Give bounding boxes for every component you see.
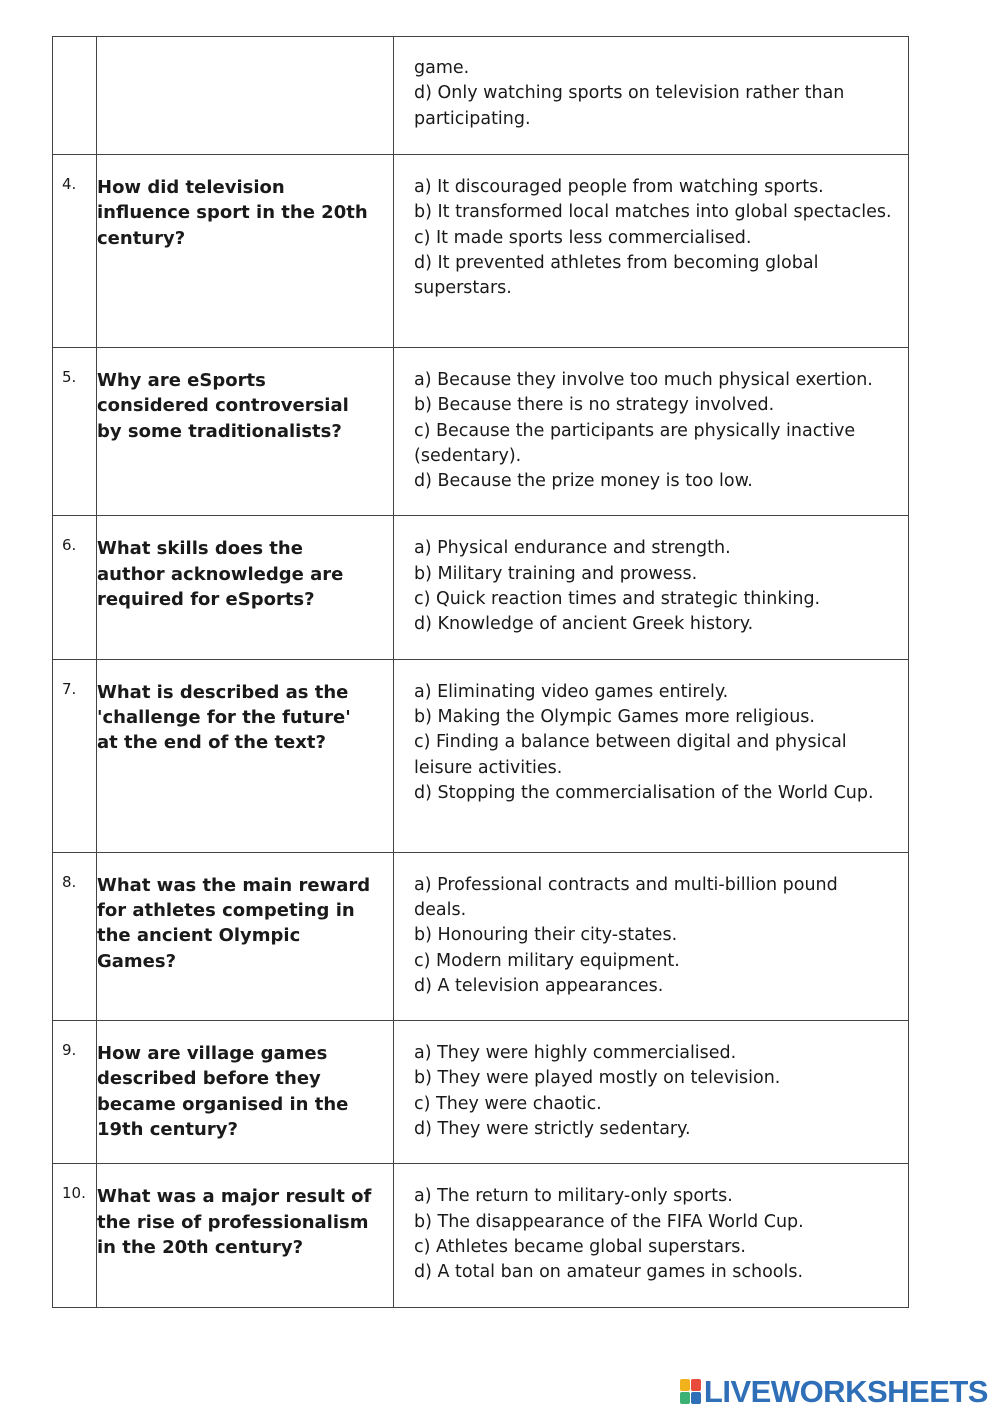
quiz-table-body: [53, 37, 909, 1308]
question-number: 9.: [53, 1021, 97, 1164]
answer-options: [394, 37, 909, 155]
answer-options: [394, 852, 909, 1020]
answer-options: [394, 659, 909, 852]
answer-options: [394, 155, 909, 348]
answer-option: a) Because they involve too much physical exertion.: [414, 370, 873, 390]
liveworksheets-logo-icon: [680, 1379, 701, 1405]
liveworksheets-branding: [680, 1374, 988, 1410]
answer-option: b) The disappearance of the FIFA World Cup.: [414, 1211, 804, 1232]
question-row: [53, 516, 909, 659]
question-text: What was the main reward for athletes competing in the ancient Olympic Games?: [97, 852, 394, 1020]
question-number: 7.: [53, 659, 97, 852]
liveworksheets-wordmark: LIVEWORKSHEETS: [703, 1374, 988, 1409]
logo-square-blue: [691, 1392, 701, 1404]
answer-option: a) They were highly commercialised.: [414, 1043, 737, 1064]
logo-square-green: [680, 1392, 690, 1404]
question-text: What skills does the author acknowledge are required for eSports?: [97, 516, 394, 659]
question-number: [53, 37, 97, 155]
answer-option: d) A total ban on amateur games in schools.: [414, 1262, 804, 1283]
answer-option: d) They were strictly sedentary.: [414, 1119, 691, 1140]
answer-option: d) Because the prize money is too low.: [414, 471, 753, 492]
question-row: [53, 37, 909, 155]
answer-option: c) Because the participants are physically inactive (sedentary).: [414, 420, 856, 466]
question-row: [53, 852, 909, 1020]
question-text: How did television influence sport in the 20th century?: [97, 155, 394, 348]
answer-option: b) Because there is no strategy involved.: [414, 395, 775, 416]
logo-square-red: [691, 1379, 701, 1391]
question-text: [97, 37, 394, 155]
question-text: How are village games described before they became organised in the 19th century?: [97, 1021, 394, 1164]
question-row: [53, 1021, 909, 1164]
answer-option: game.: [414, 58, 470, 78]
answer-option: a) Physical endurance and strength.: [414, 538, 731, 559]
question-number: 10.: [53, 1164, 97, 1307]
answer-option: a) The return to military-only sports.: [414, 1186, 733, 1207]
question-row: [53, 1164, 909, 1307]
answer-option: c) They were chaotic.: [414, 1093, 602, 1114]
answer-option: d) Knowledge of ancient Greek history.: [414, 614, 754, 635]
answer-option: d) Stopping the commercialisation of the World Cup.: [414, 782, 874, 803]
question-number: 6.: [53, 516, 97, 659]
answer-options: [394, 1164, 909, 1307]
question-text: Why are eSports considered controversial by some traditionalists?: [97, 348, 394, 516]
question-number: 4.: [53, 155, 97, 348]
answer-option: d) It prevented athletes from becoming global superstars.: [414, 252, 819, 299]
logo-square-yellow: [680, 1379, 690, 1391]
answer-options: [394, 516, 909, 659]
answer-option: b) Making the Olympic Games more religious.: [414, 706, 815, 727]
question-text: What was a major result of the rise of professionalism in the 20th century?: [97, 1164, 394, 1307]
answer-option: c) Modern military equipment.: [414, 950, 680, 971]
question-row: [53, 659, 909, 852]
answer-option: d) Only watching sports on television rather than participating.: [414, 83, 845, 129]
answer-option: d) A television appearances.: [414, 975, 664, 996]
question-row: [53, 348, 909, 516]
question-row: [53, 155, 909, 348]
quiz-table: [52, 36, 909, 1308]
answer-option: a) Eliminating video games entirely.: [414, 681, 729, 702]
answer-option: a) Professional contracts and multi-billion pound deals.: [414, 874, 838, 920]
answer-option: a) It discouraged people from watching sports.: [414, 177, 824, 197]
answer-option: b) Honouring their city-states.: [414, 925, 678, 946]
question-text: What is described as the 'challenge for the future' at the end of the text?: [97, 659, 394, 852]
question-number: 5.: [53, 348, 97, 516]
answer-options: [394, 348, 909, 516]
answer-option: c) Finding a balance between digital and physical leisure activities.: [414, 732, 847, 778]
answer-option: b) Military training and prowess.: [414, 563, 698, 584]
answer-option: b) They were played mostly on television.: [414, 1068, 781, 1089]
answer-option: c) Quick reaction times and strategic thinking.: [414, 589, 821, 610]
question-number: 8.: [53, 852, 97, 1020]
answer-option: c) Athletes became global superstars.: [414, 1236, 746, 1257]
answer-option: b) It transformed local matches into global spectacles.: [414, 202, 892, 223]
answer-option: c) It made sports less commercialised.: [414, 227, 752, 248]
answer-options: [394, 1021, 909, 1164]
